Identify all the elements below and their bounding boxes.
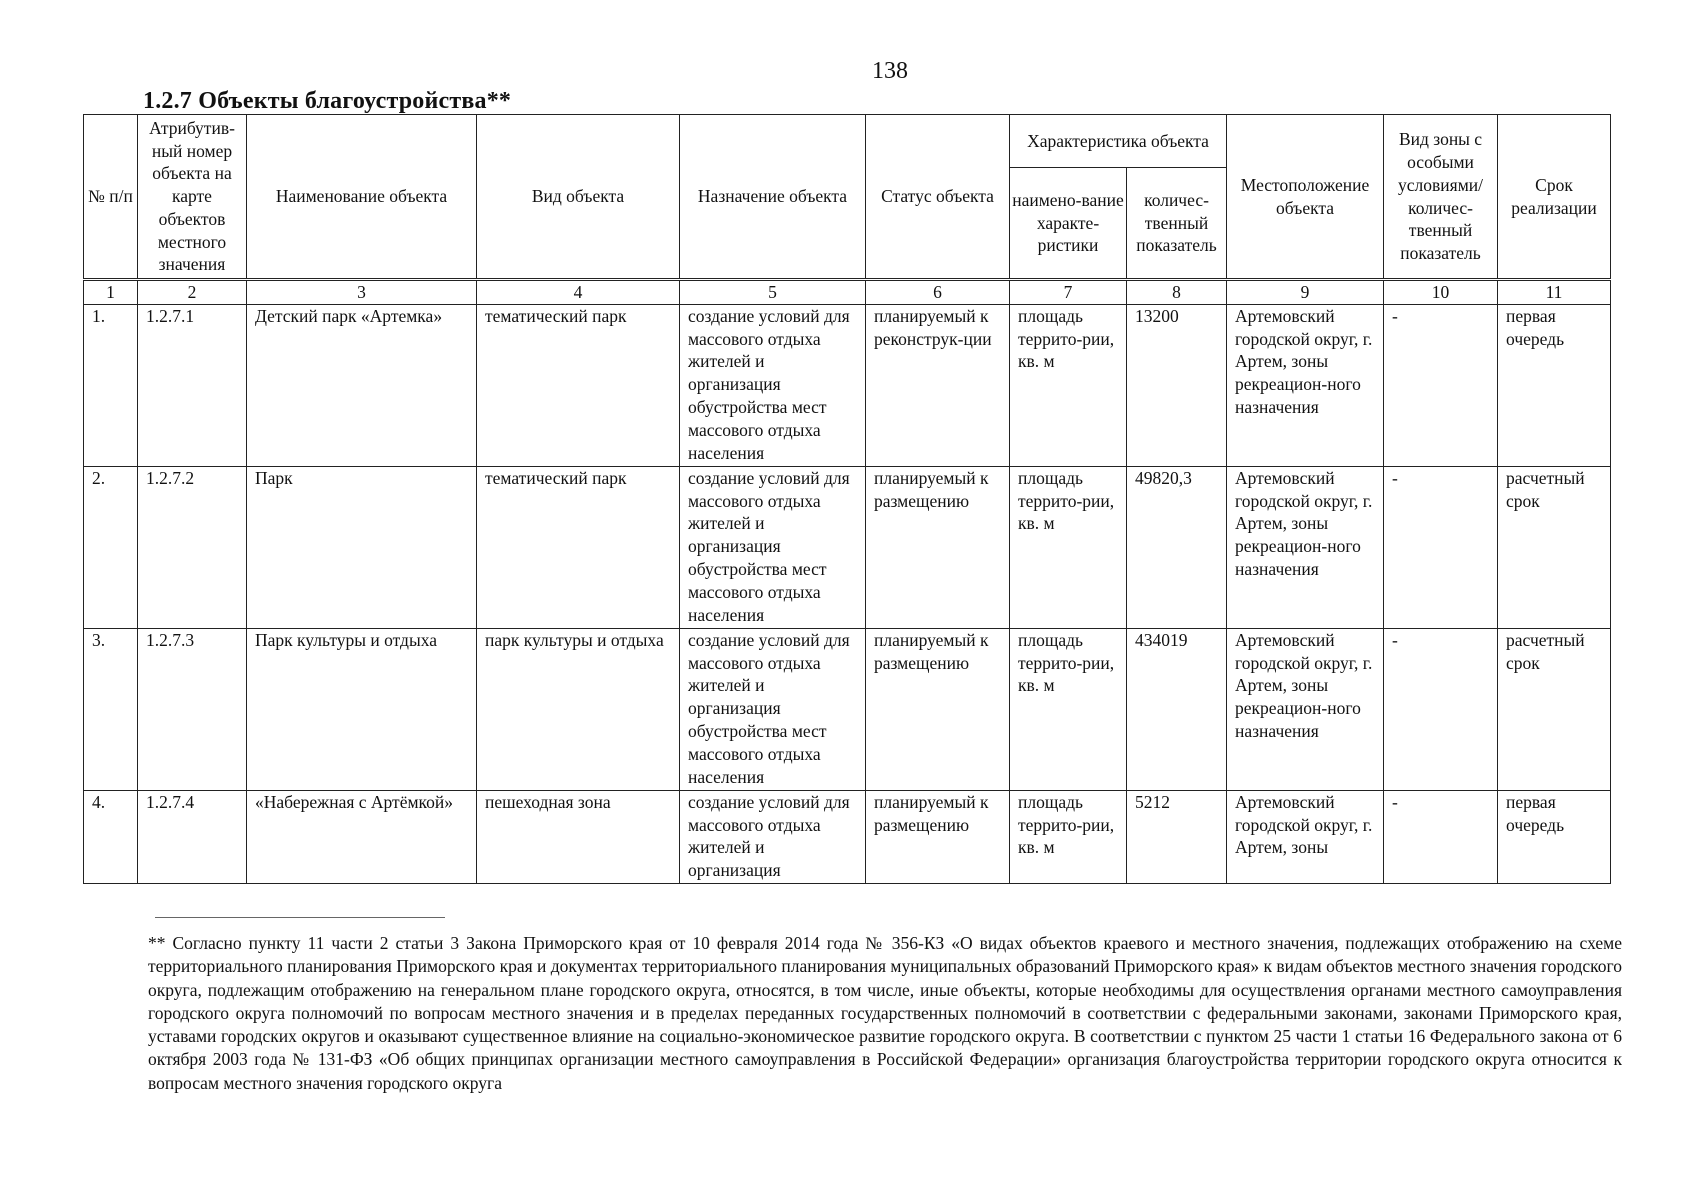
footnote: ** Согласно пункту 11 части 2 статьи 3 Закона Приморского края от 10 февраля 2014 года № 356-КЗ «О видах объектов краевого и местного значения, подлежащих отображению на схеме территориального планирования Приморского края и документах территориального планирования муниципальных образований Приморского края» к видам объектов местного значения городского округа, подлежащим отображению на генеральном плане городского округа, относятся, в том числе, иные объекты, которые необходимы для осуществления органами местного самоуправления городского округа полномочий по вопросам местного значения и в пределах переданных государственных полномочий в соответствии с федеральными законами, законами Приморского края, уставами городских округов и оказывают существенное влияние на социально-экономическое развитие городского округа. В соответствии с пунктом 25 части 1 статьи 16 Федерального закона от 6 октября 2003 года № 131-ФЗ «Об общих принципах организации местного самоуправления в Российской Федерации» организация благоустройства территории городского округа относится к вопросам местного значения городского округа xyxy=(148,933,1622,1093)
cell-char-name: площадь террито-рии, кв. м xyxy=(1010,790,1127,883)
column-number: 2 xyxy=(138,280,247,305)
header-num: № п/п xyxy=(84,115,138,280)
column-number: 8 xyxy=(1127,280,1227,305)
cell-purpose: создание условий для массового отдыха жителей и организация xyxy=(680,790,866,883)
cell-location: Артемовский городской округ, г. Артем, зоны рекреацион-ного назначения xyxy=(1227,466,1384,628)
cell-type: тематический парк xyxy=(477,466,680,628)
cell-attr-number: 1.2.7.2 xyxy=(138,466,247,628)
cell-name: Парк культуры и отдыха xyxy=(247,628,477,790)
cell-num: 4. xyxy=(84,790,138,883)
cell-purpose: создание условий для массового отдыха жителей и организация обустройства мест массового отдыха населения xyxy=(680,466,866,628)
cell-attr-number: 1.2.7.3 xyxy=(138,628,247,790)
section-title: 1.2.7 Объекты благоустройства** xyxy=(143,88,512,114)
cell-term: расчетный срок xyxy=(1498,466,1611,628)
header-term: Срок реализации xyxy=(1498,115,1611,280)
objects-table xyxy=(83,114,1611,884)
cell-location: Артемовский городской округ, г. Артем, зоны рекреацион-ного назначения xyxy=(1227,628,1384,790)
cell-num: 3. xyxy=(84,628,138,790)
column-number: 7 xyxy=(1010,280,1127,305)
column-number: 6 xyxy=(866,280,1010,305)
header-name: Наименование объекта xyxy=(247,115,477,280)
column-number: 10 xyxy=(1384,280,1498,305)
cell-name: Парк xyxy=(247,466,477,628)
column-number: 1 xyxy=(84,280,138,305)
table-row xyxy=(84,790,1611,883)
cell-attr-number: 1.2.7.4 xyxy=(138,790,247,883)
cell-name: «Набережная с Артёмкой» xyxy=(247,790,477,883)
header-location: Местоположение объекта xyxy=(1227,115,1384,280)
cell-type: парк культуры и отдыха xyxy=(477,628,680,790)
column-number: 9 xyxy=(1227,280,1384,305)
table-row xyxy=(84,304,1611,466)
header-type: Вид объекта xyxy=(477,115,680,280)
cell-term: первая очередь xyxy=(1498,790,1611,883)
footnote-divider xyxy=(155,917,445,918)
cell-purpose: создание условий для массового отдыха жителей и организация обустройства мест массового отдыха населения xyxy=(680,628,866,790)
cell-location: Артемовский городской округ, г. Артем, зоны xyxy=(1227,790,1384,883)
cell-type: пешеходная зона xyxy=(477,790,680,883)
header-zone: Вид зоны с особыми условиями/ количес-твенный показатель xyxy=(1384,115,1498,280)
column-number: 3 xyxy=(247,280,477,305)
cell-num: 1. xyxy=(84,304,138,466)
cell-zone: - xyxy=(1384,790,1498,883)
cell-char-value: 5212 xyxy=(1127,790,1227,883)
table-row xyxy=(84,466,1611,628)
cell-term: первая очередь xyxy=(1498,304,1611,466)
cell-term: расчетный срок xyxy=(1498,628,1611,790)
column-numbers-row xyxy=(84,280,1611,305)
cell-char-name: площадь террито-рии, кв. м xyxy=(1010,304,1127,466)
cell-status: планируемый к размещению xyxy=(866,628,1010,790)
cell-name: Детский парк «Артемка» xyxy=(247,304,477,466)
cell-num: 2. xyxy=(84,466,138,628)
header-char-name: наимено-вание характе-ристики xyxy=(1010,168,1127,280)
cell-char-name: площадь террито-рии, кв. м xyxy=(1010,628,1127,790)
cell-location: Артемовский городской округ, г. Артем, зоны рекреацион-ного назначения xyxy=(1227,304,1384,466)
table-row xyxy=(84,628,1611,790)
column-number: 5 xyxy=(680,280,866,305)
header-purpose: Назначение объекта xyxy=(680,115,866,280)
header-char-value: количес-твенный показатель xyxy=(1127,168,1227,280)
cell-zone: - xyxy=(1384,628,1498,790)
cell-char-value: 13200 xyxy=(1127,304,1227,466)
cell-char-value: 49820,3 xyxy=(1127,466,1227,628)
cell-purpose: создание условий для массового отдыха жителей и организация обустройства мест массового отдыха населения xyxy=(680,304,866,466)
cell-char-name: площадь террито-рии, кв. м xyxy=(1010,466,1127,628)
header-attr-number: Атрибутив-ный номер объекта на карте объектов местного значения xyxy=(138,115,247,280)
column-number: 11 xyxy=(1498,280,1611,305)
cell-char-value: 434019 xyxy=(1127,628,1227,790)
page-number: 138 xyxy=(872,58,908,84)
cell-zone: - xyxy=(1384,304,1498,466)
cell-status: планируемый к размещению xyxy=(866,466,1010,628)
header-characteristics: Характеристика объекта xyxy=(1010,115,1227,168)
cell-zone: - xyxy=(1384,466,1498,628)
cell-status: планируемый к размещению xyxy=(866,790,1010,883)
cell-status: планируемый к реконструк-ции xyxy=(866,304,1010,466)
cell-type: тематический парк xyxy=(477,304,680,466)
cell-attr-number: 1.2.7.1 xyxy=(138,304,247,466)
header-status: Статус объекта xyxy=(866,115,1010,280)
column-number: 4 xyxy=(477,280,680,305)
